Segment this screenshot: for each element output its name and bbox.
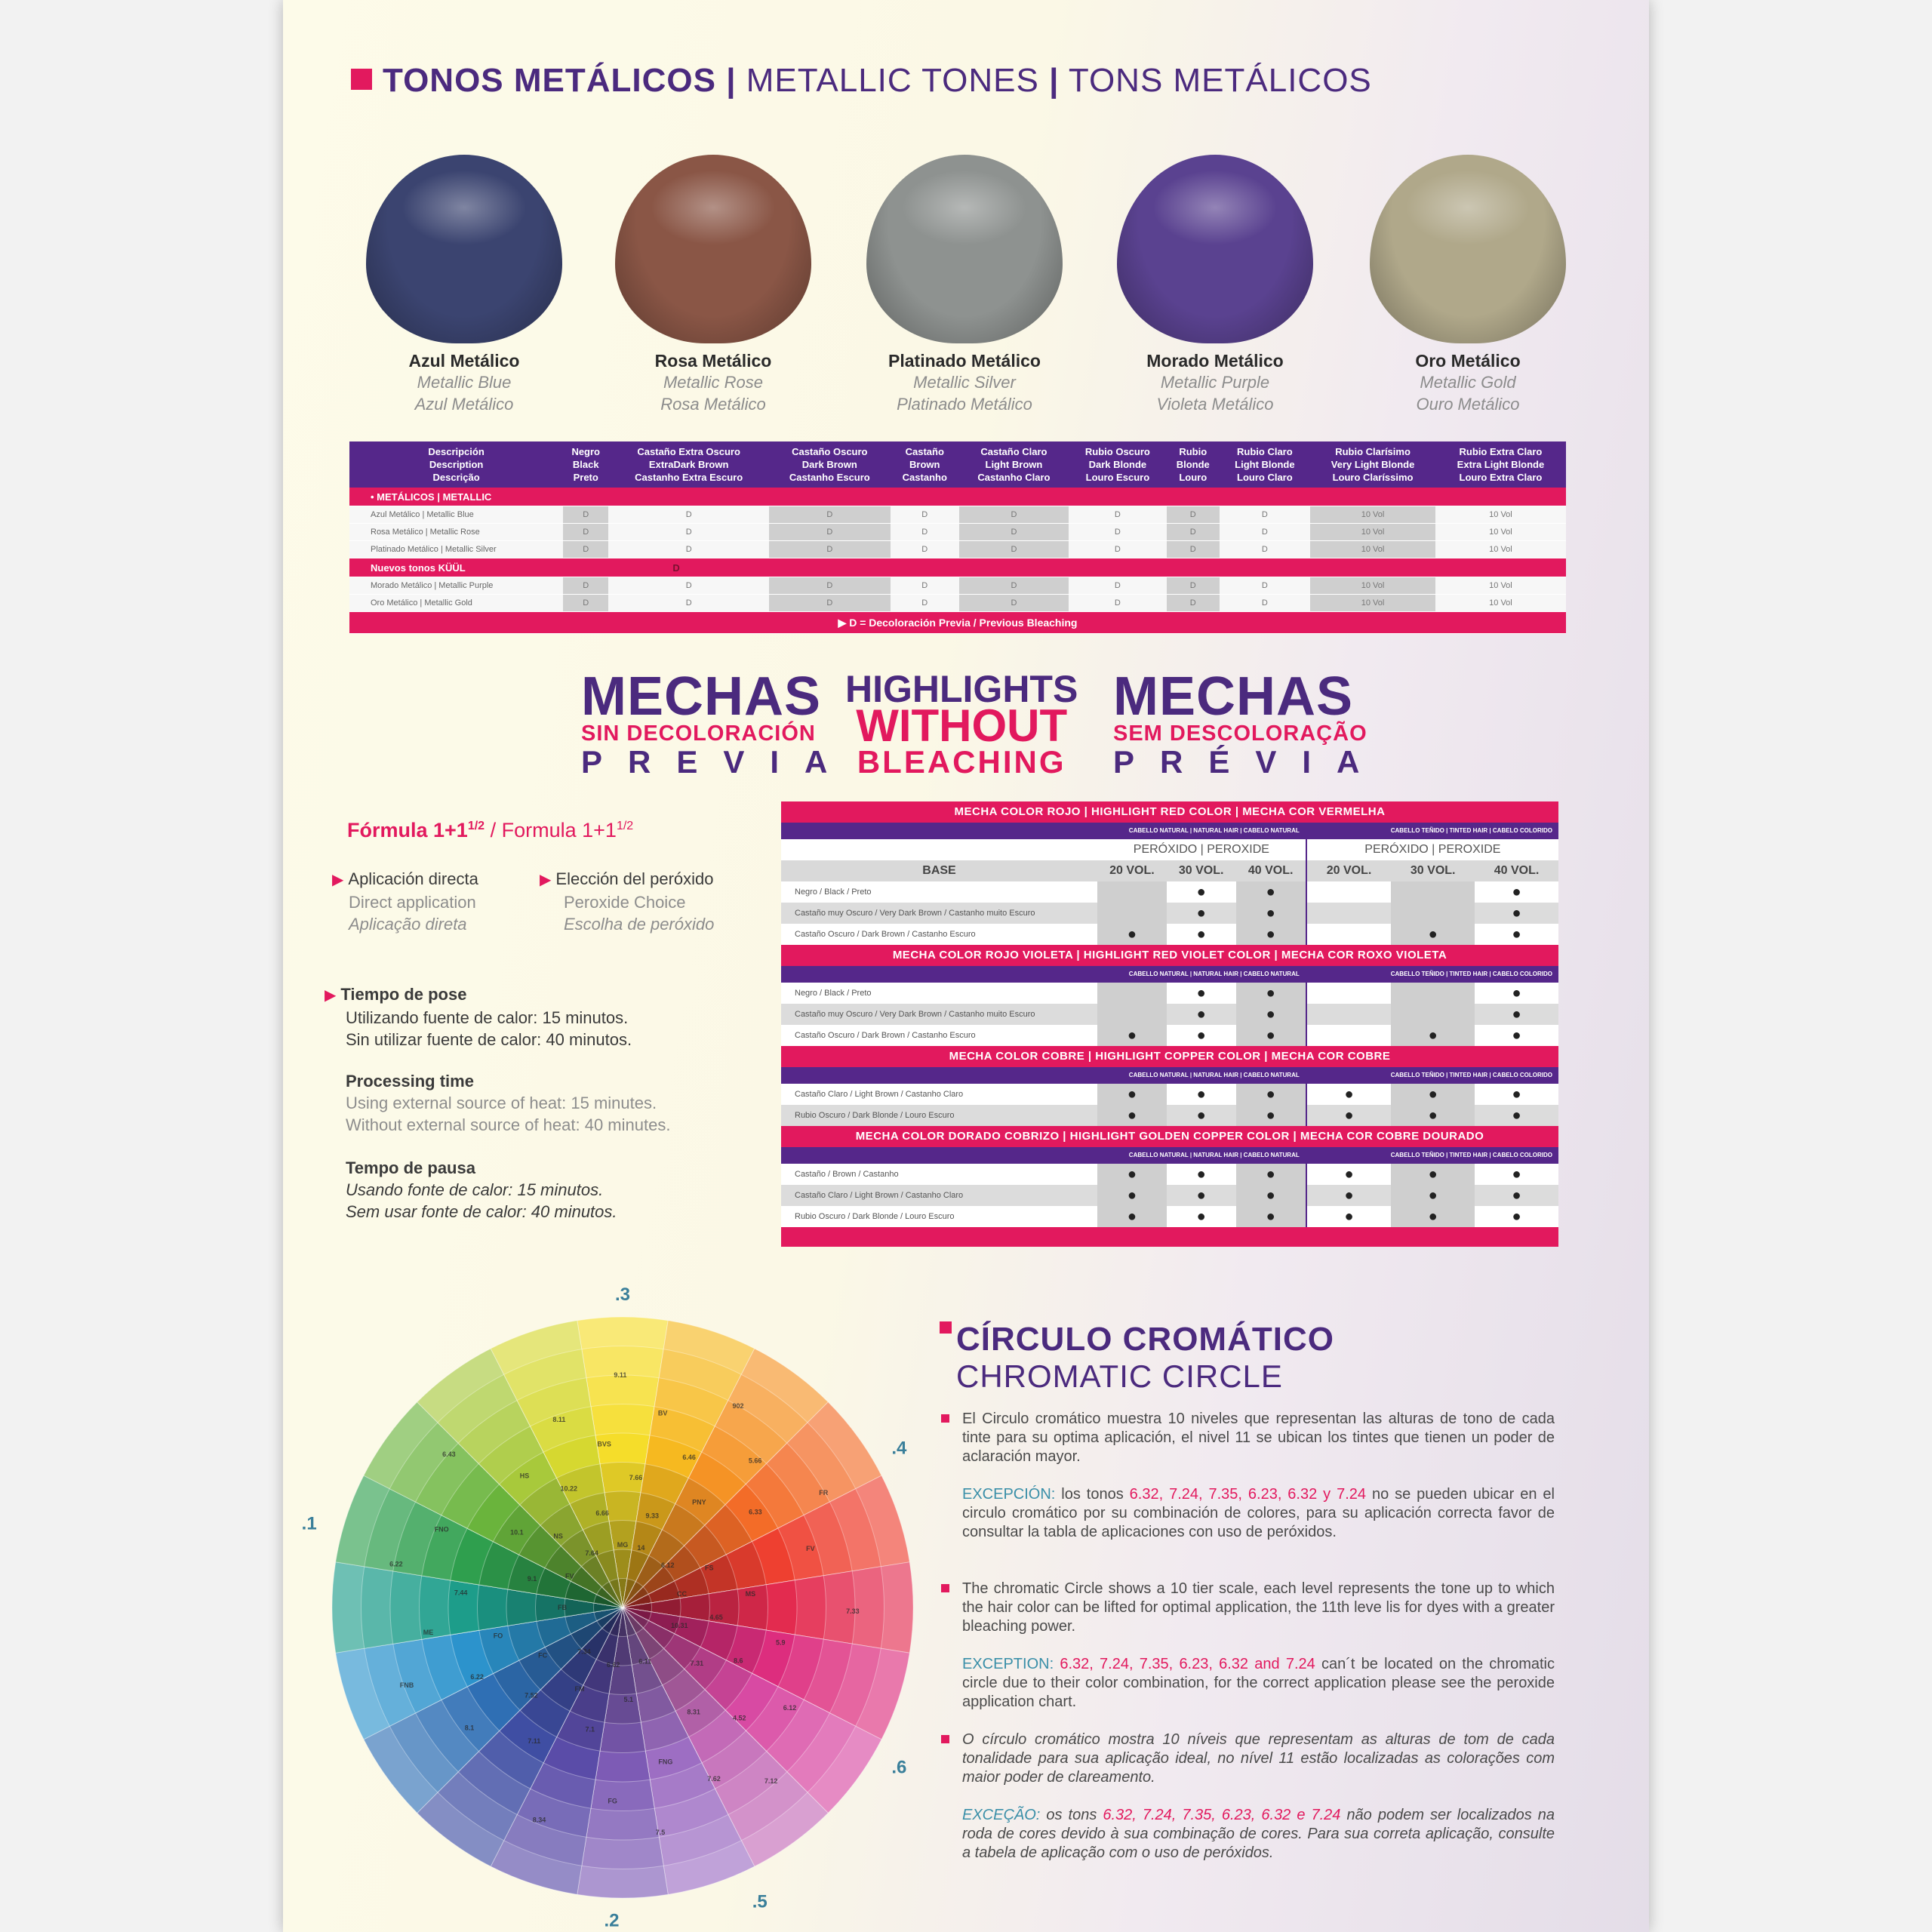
wheel-tone-code: 7.1 xyxy=(585,1725,595,1734)
circle-paragraph-en: The chromatic Circle shows a 10 tier scale, each level represents the tone up to which the hair color can be lifted for optimal application, the 11th leve lis for dyes with a greater bleaching power. xyxy=(962,1580,1555,1636)
wheel-tone-code: 8.1 xyxy=(464,1724,475,1732)
wheel-tone-code: FO xyxy=(493,1632,503,1640)
dot-cell: ● xyxy=(1391,1206,1475,1227)
dot-cell: ● xyxy=(1475,924,1558,945)
volume-header-row: BASE 20 VOL. 30 VOL. 40 VOL. 20 VOL. 30 VOL. 40 VOL. xyxy=(781,860,1558,881)
wheel-tone-code: 4.65 xyxy=(709,1614,723,1622)
dot-cell: ● xyxy=(1236,1164,1306,1185)
wheel-tone-code: 7.33 xyxy=(846,1607,860,1615)
title-square-icon xyxy=(940,1321,952,1334)
wheel-tone-code: 8.31 xyxy=(687,1708,700,1716)
dot-cell: ● xyxy=(1236,1105,1306,1126)
swatch-oro: Oro Metálico Metallic Gold Ouro Metálico xyxy=(1366,155,1570,415)
volume-header: 40 VOL. xyxy=(1236,860,1306,881)
dot-cell: ● xyxy=(1236,1084,1306,1105)
wheel-tone-code: 7.62 xyxy=(707,1775,721,1783)
wheel-tone-code: CC xyxy=(677,1589,688,1598)
wheel-tone-code: FS xyxy=(705,1564,714,1572)
swatch-platinado: Platinado Metálico Metallic Silver Platinado Metálico xyxy=(863,155,1066,415)
table-row: Rubio Oscuro / Dark Blonde / Louro Escuro ● ● ● ● ● ● xyxy=(781,1206,1558,1227)
column-header: Descripción Description Descrição xyxy=(349,441,563,488)
table-row: Rosa Metálico | Metallic Rose D D D D D D D D 10 Vol 10 Vol xyxy=(349,524,1566,541)
wheel-tone-code: 7.52 xyxy=(525,1691,538,1700)
wheel-tone-code: 7.31 xyxy=(690,1660,704,1668)
hair-type-row: CABELLO NATURAL | NATURAL HAIR | CABELO NATURAL CABELLO TEÑIDO | TINTED HAIR | CABELO COLORIDO xyxy=(781,1147,1558,1164)
wheel-tone-code: MG xyxy=(617,1541,629,1549)
dot-cell: ● xyxy=(1306,1164,1392,1185)
dot-cell: ● xyxy=(1475,881,1558,903)
wheel-tone-code: ME xyxy=(423,1629,434,1637)
swatch-rosa: Rosa Metálico Metallic Rose Rosa Metálico xyxy=(611,155,815,415)
wheel-tone-code: 8.11 xyxy=(552,1415,566,1423)
hair-type-row: CABELLO NATURAL | NATURAL HAIR | CABELO NATURAL CABELLO TEÑIDO | TINTED HAIR | CABELO COLORIDO xyxy=(781,966,1558,983)
table-row: Castaño / Brown / Castanho ● ● ● ● ● ● xyxy=(781,1164,1558,1185)
column-header: Rubio Oscuro Dark Blonde Louro Escuro xyxy=(1069,441,1167,488)
brochure-page xyxy=(283,0,1649,1932)
swatch-morado: Morado Metálico Metallic Purple Violeta Metálico xyxy=(1113,155,1317,415)
dot-cell: ● xyxy=(1167,1206,1236,1227)
metallic-application-table xyxy=(349,441,1566,634)
dot-cell: ● xyxy=(1097,1105,1167,1126)
dot-cell xyxy=(1097,983,1167,1004)
wheel-tone-code: 902 xyxy=(732,1402,744,1411)
dot-cell: ● xyxy=(1167,1105,1236,1126)
wheel-tone-code: 7.5 xyxy=(655,1828,666,1836)
wheel-tone-code: 7.64 xyxy=(585,1549,598,1558)
triangle-bullet-icon: ▶ xyxy=(540,872,552,888)
wheel-level-label: .3 xyxy=(614,1284,631,1305)
circle-paragraph-pt: O círculo cromático mostra 10 níveis que representam as alturas de tom de cada tonalidade para sua aplicação ideal, no nível 11 estão localizadas as colorações com maior poder de clareamento. xyxy=(962,1730,1555,1787)
volume-header: 40 VOL. xyxy=(1475,860,1558,881)
dot-cell: ● xyxy=(1167,924,1236,945)
mechas-en-headline: HIGHLIGHTS WITHOUT BLEACHING xyxy=(845,668,1078,780)
hair-swatch-icon xyxy=(866,155,1063,343)
dot-cell: ● xyxy=(1167,1084,1236,1105)
dot-cell: ● xyxy=(1097,1185,1167,1206)
wheel-tone-code: 7.34 xyxy=(577,1647,591,1656)
table-row: Castaño Oscuro / Dark Brown / Castanho Escuro ● ● ● ● ● xyxy=(781,924,1558,945)
dot-cell: ● xyxy=(1306,1185,1392,1206)
chromatic-title: CÍRCULO CROMÁTICO CHROMATIC CIRCLE xyxy=(940,1321,1334,1395)
wheel-level-label: .6 xyxy=(891,1757,907,1778)
dot-cell: ● xyxy=(1391,1084,1475,1105)
wheel-tone-code: 6.33 xyxy=(749,1508,762,1516)
peroxide-choice: ▶ Elección del peróxido Peroxide Choice Escolha de peróxido xyxy=(540,869,715,934)
dot-cell: ● xyxy=(1167,1185,1236,1206)
triangle-bullet-icon: ▶ xyxy=(325,987,337,1004)
column-header: Castaño Oscuro Dark Brown Castanho Escuro xyxy=(769,441,890,488)
table-footer: ▶ D = Decoloración Previa / Previous Bleaching xyxy=(349,612,1566,634)
circle-paragraph-es: El Circulo cromático muestra 10 niveles que representan las alturas de tono de cada tinte para su optima aplicación, el nivel 11 se ubican los tintes que tienen un poder de aclaración mayor. xyxy=(962,1410,1555,1466)
dot-cell: ● xyxy=(1236,1025,1306,1046)
volume-header: 20 VOL. xyxy=(1097,860,1167,881)
dot-cell: ● xyxy=(1097,1084,1167,1105)
dot-cell: ● xyxy=(1475,1185,1558,1206)
wheel-tone-code: BVS xyxy=(597,1440,611,1448)
dot-cell: ● xyxy=(1167,903,1236,924)
highlight-color-header: MECHA COLOR ROJO VIOLETA | HIGHLIGHT RED VIOLET COLOR | MECHA COR ROXO VIOLETA xyxy=(781,945,1558,966)
dot-cell xyxy=(1306,924,1392,945)
highlight-peroxide-table xyxy=(781,801,1558,1247)
formula-heading: Fórmula $1+1^{1/2}$ / Formula $1+1^{1/2}$ xyxy=(347,819,634,841)
dot-cell xyxy=(1391,881,1475,903)
table-row: Castaño Claro / Light Brown / Castanho Claro ● ● ● ● ● ● xyxy=(781,1084,1558,1105)
dot-cell: ● xyxy=(1097,1164,1167,1185)
column-header: Negro Black Preto xyxy=(563,441,608,488)
wheel-tone-code: FV xyxy=(565,1572,574,1580)
dot-cell: ● xyxy=(1167,983,1236,1004)
wheel-tone-code: 10.22 xyxy=(560,1484,577,1493)
dot-cell: ● xyxy=(1475,1084,1558,1105)
wheel-tone-code: BV xyxy=(657,1409,668,1417)
wheel-level-label: .2 xyxy=(604,1910,620,1931)
dot-cell xyxy=(1306,1025,1392,1046)
table-footer xyxy=(781,1227,1558,1247)
table-row: Oro Metálico | Metallic Gold D D D D D D D D 10 Vol 10 Vol xyxy=(349,595,1566,612)
dot-cell: ● xyxy=(1236,881,1306,903)
section-row: Nuevos tonos KÜÜL D xyxy=(349,558,1566,577)
wheel-tone-code: 6.22 xyxy=(389,1560,403,1568)
dot-cell: ● xyxy=(1097,1206,1167,1227)
dot-cell: ● xyxy=(1475,1105,1558,1126)
dot-cell xyxy=(1097,881,1167,903)
table-row: Castaño muy Oscuro / Very Dark Brown / Castanho muito Escuro ● ● ● xyxy=(781,903,1558,924)
dot-cell: ● xyxy=(1475,1164,1558,1185)
wheel-tone-code: PNY xyxy=(692,1498,706,1506)
dot-cell: ● xyxy=(1167,1025,1236,1046)
wheel-tone-code: MS xyxy=(745,1590,756,1598)
triangle-bullet-icon: ▶ xyxy=(332,872,344,888)
circle-exception-pt: EXCEÇÃO: os tons 6.32, 7.24, 7.35, 6.23, 6.32 e 7.24 não podem ser localizados na roda de cores devido à sua combinação de cores. Para sua correta aplicação, consulte a tabela de aplicação com o uso de peróxidos. xyxy=(962,1807,1555,1861)
dot-cell xyxy=(1391,983,1475,1004)
column-header: Castaño Extra Oscuro ExtraDark Brown Castanho Extra Escuro xyxy=(608,441,769,488)
wheel-tone-code: 4.52 xyxy=(732,1714,746,1722)
wheel-tone-code: 5.1 xyxy=(623,1695,633,1703)
wheel-tone-code: FNB xyxy=(399,1681,414,1690)
section-row: • METÁLICOS | METALLIC xyxy=(349,488,1566,506)
wheel-tone-code: 6.11 xyxy=(638,1657,652,1666)
page-title: TONOS METÁLICOS | METALLIC TONES | TONS METÁLICOS xyxy=(351,62,1372,100)
dot-cell: ● xyxy=(1236,983,1306,1004)
column-header: Rubio Claro Light Blonde Louro Claro xyxy=(1220,441,1311,488)
column-header: Castaño Claro Light Brown Castanho Claro xyxy=(959,441,1069,488)
column-header: Rubio Blonde Louro xyxy=(1167,441,1220,488)
dot-cell xyxy=(1306,1004,1392,1025)
table-row: Castaño muy Oscuro / Very Dark Brown / Castanho muito Escuro ● ● ● xyxy=(781,1004,1558,1025)
dot-cell: ● xyxy=(1475,1004,1558,1025)
dot-cell: ● xyxy=(1475,1206,1558,1227)
volume-header: 30 VOL. xyxy=(1167,860,1236,881)
table-row: Rubio Oscuro / Dark Blonde / Louro Escuro ● ● ● ● ● ● xyxy=(781,1105,1558,1126)
table-row: Negro / Black / Preto ● ● ● xyxy=(781,983,1558,1004)
processing-time-pt: Tempo de pausa Usando fonte de calor: 15 minutos. Sem usar fonte de calor: 40 minutos. xyxy=(346,1158,617,1221)
wheel-tone-code: FNO xyxy=(434,1525,449,1534)
hair-swatch-icon xyxy=(366,155,562,343)
dot-cell: ● xyxy=(1306,1206,1392,1227)
wheel-tone-code: FB xyxy=(558,1603,568,1611)
dot-cell: ● xyxy=(1236,1206,1306,1227)
dot-cell xyxy=(1391,1004,1475,1025)
swatch-azul: Azul Metálico Metallic Blue Azul Metálico xyxy=(362,155,566,415)
volume-header: 30 VOL. xyxy=(1391,860,1475,881)
wheel-level-label: .4 xyxy=(891,1438,907,1459)
dot-cell: ● xyxy=(1391,1105,1475,1126)
wheel-tone-code: 7.12 xyxy=(764,1777,778,1786)
wheel-tone-code: 7.66 xyxy=(629,1473,643,1481)
table-row: Morado Metálico | Metallic Purple D D D D D D D D 10 Vol 10 Vol xyxy=(349,577,1566,595)
dot-cell xyxy=(1097,903,1167,924)
dot-cell: ● xyxy=(1306,1105,1392,1126)
wheel-level-label: .5 xyxy=(752,1891,768,1912)
wheel-tone-code: 9.33 xyxy=(645,1512,660,1520)
table-row: Castaño Claro / Light Brown / Castanho Claro ● ● ● ● ● ● xyxy=(781,1185,1558,1206)
processing-time-en: Processing time Using external source of heat: 15 minutes. Without external source of heat: 40 minutes. xyxy=(346,1072,671,1134)
dot-cell: ● xyxy=(1391,924,1475,945)
highlight-color-header: MECHA COLOR ROJO | HIGHLIGHT RED COLOR | MECHA COR VERMELHA xyxy=(781,801,1558,823)
wheel-tone-code: 6.12 xyxy=(661,1561,675,1569)
dot-cell xyxy=(1391,903,1475,924)
circle-exception-en: EXCEPTION: 6.32, 7.24, 7.35, 6.23, 6.32 and 7.24 can´t be located on the chromatic circle due to their color combination, for the correct application please see the peroxide application chart. xyxy=(962,1656,1555,1710)
hair-type-row: CABELLO NATURAL | NATURAL HAIR | CABELO NATURAL CABELLO TEÑIDO | TINTED HAIR | CABELO COLORIDO xyxy=(781,1067,1558,1084)
wheel-tone-code: 14 xyxy=(637,1543,645,1552)
wheel-tone-code: FR xyxy=(819,1489,829,1497)
chromatic-wheel xyxy=(301,1275,917,1931)
hair-type-row: CABELLO NATURAL | NATURAL HAIR | CABELO NATURAL CABELLO TEÑIDO | TINTED HAIR | CABELO COLORIDO xyxy=(781,823,1558,839)
dot-cell: ● xyxy=(1391,1025,1475,1046)
wheel-tone-code: 6.43 xyxy=(442,1450,456,1458)
wheel-tone-code: 5.9 xyxy=(775,1638,786,1647)
table-row: Azul Metálico | Metallic Blue D D D D D D D D 10 Vol 10 Vol xyxy=(349,506,1566,524)
bullet-square-icon xyxy=(941,1735,949,1743)
dot-cell: ● xyxy=(1167,1164,1236,1185)
table-row: Castaño Oscuro / Dark Brown / Castanho Escuro ● ● ● ● ● xyxy=(781,1025,1558,1046)
wheel-tone-code: 8.34 xyxy=(532,1816,546,1824)
dot-cell xyxy=(1306,881,1392,903)
wheel-tone-code: FV xyxy=(806,1544,815,1552)
dot-cell: ● xyxy=(1475,903,1558,924)
wheel-tone-code: NS xyxy=(553,1532,563,1540)
direct-application: ▶ Aplicación directa Direct application Aplicação direta xyxy=(332,869,478,934)
wheel-tone-code: 9.1 xyxy=(527,1575,537,1583)
wheel-level-label: .1 xyxy=(301,1513,317,1534)
wheel-tone-code: 6.62 xyxy=(606,1661,620,1669)
wheel-tone-code: 6.46 xyxy=(682,1453,696,1461)
bullet-square-icon xyxy=(941,1414,949,1423)
wheel-tone-code: 10.31 xyxy=(671,1622,688,1630)
wheel-tone-code: 6.22 xyxy=(470,1673,484,1681)
wheel-tone-code: 5.66 xyxy=(748,1457,762,1465)
dot-cell: ● xyxy=(1236,1004,1306,1025)
hair-swatch-icon xyxy=(1370,155,1566,343)
table-row: Negro / Black / Preto ● ● ● xyxy=(781,881,1558,903)
dot-cell: ● xyxy=(1475,983,1558,1004)
wheel-tone-code: HS xyxy=(519,1472,530,1480)
bullet-square-icon xyxy=(941,1584,949,1592)
dot-cell: ● xyxy=(1391,1164,1475,1185)
dot-cell: ● xyxy=(1475,1025,1558,1046)
wheel-tone-code: FM xyxy=(574,1685,585,1694)
wheel-tone-code: 9.11 xyxy=(614,1371,627,1380)
dot-cell: ● xyxy=(1167,881,1236,903)
mechas-es-headline: MECHAS SIN DECOLORACIÓN PREVIA xyxy=(581,666,854,780)
wheel-tone-code: 6.66 xyxy=(595,1509,609,1517)
column-header: Rubio Clarísimo Very Light Blonde Louro Claríssimo xyxy=(1310,441,1435,488)
highlight-color-header: MECHA COLOR DORADO COBRIZO | HIGHLIGHT GOLDEN COPPER COLOR | MECHA COR COBRE DOURADO xyxy=(781,1126,1558,1147)
wheel-tone-code: FNG xyxy=(658,1758,673,1766)
hair-swatch-icon xyxy=(615,155,811,343)
processing-time-es: ▶ Tiempo de pose Utilizando fuente de calor: 15 minutos. Sin utilizar fuente de calor: 40 minutos. xyxy=(325,985,632,1049)
circle-exception-es: EXCEPCIÓN: los tonos 6.32, 7.24, 7.35, 6.23, 6.32 y 7.24 no se pueden ubicar en el circulo cromático por su combinación de colores, para su aplicación correcta favor de consultar la tabla de aplicaciones con uso de peróxidos. xyxy=(962,1486,1555,1540)
table-row: Platinado Metálico | Metallic Silver D D D D D D D D 10 Vol 10 Vol xyxy=(349,541,1566,558)
dot-cell: ● xyxy=(1391,1185,1475,1206)
wheel-tone-code: 8.6 xyxy=(733,1657,743,1665)
dot-cell xyxy=(1306,903,1392,924)
highlight-color-header: MECHA COLOR COBRE | HIGHLIGHT COPPER COLOR | MECHA COR COBRE xyxy=(781,1046,1558,1067)
dot-cell: ● xyxy=(1236,924,1306,945)
wheel-tone-code: FC xyxy=(538,1651,548,1660)
wheel-tone-code: 7.44 xyxy=(454,1589,468,1597)
wheel-tone-code: FG xyxy=(608,1797,617,1805)
dot-cell: ● xyxy=(1097,924,1167,945)
hair-swatch-icon xyxy=(1117,155,1313,343)
dot-cell xyxy=(1097,1004,1167,1025)
volume-header: 20 VOL. xyxy=(1306,860,1392,881)
dot-cell: ● xyxy=(1236,903,1306,924)
column-header: Rubio Extra Claro Extra Light Blonde Louro Extra Claro xyxy=(1435,441,1566,488)
peroxide-row: PERÓXIDO | PEROXIDE PERÓXIDO | PEROXIDE xyxy=(781,839,1558,860)
dot-cell: ● xyxy=(1306,1084,1392,1105)
wheel-tone-code: 6.12 xyxy=(783,1704,797,1712)
wheel-tone-code: 7.11 xyxy=(528,1737,541,1746)
dot-cell: ● xyxy=(1167,1004,1236,1025)
title-square-icon xyxy=(351,69,372,90)
column-header: Castaño Brown Castanho xyxy=(891,441,959,488)
dot-cell: ● xyxy=(1236,1185,1306,1206)
mechas-pt-headline: MECHAS SEM DESCOLORAÇÃO PRÉVIA xyxy=(1113,666,1386,780)
dot-cell: ● xyxy=(1097,1025,1167,1046)
dot-cell xyxy=(1306,983,1392,1004)
wheel-tone-code: 10.1 xyxy=(510,1528,524,1537)
